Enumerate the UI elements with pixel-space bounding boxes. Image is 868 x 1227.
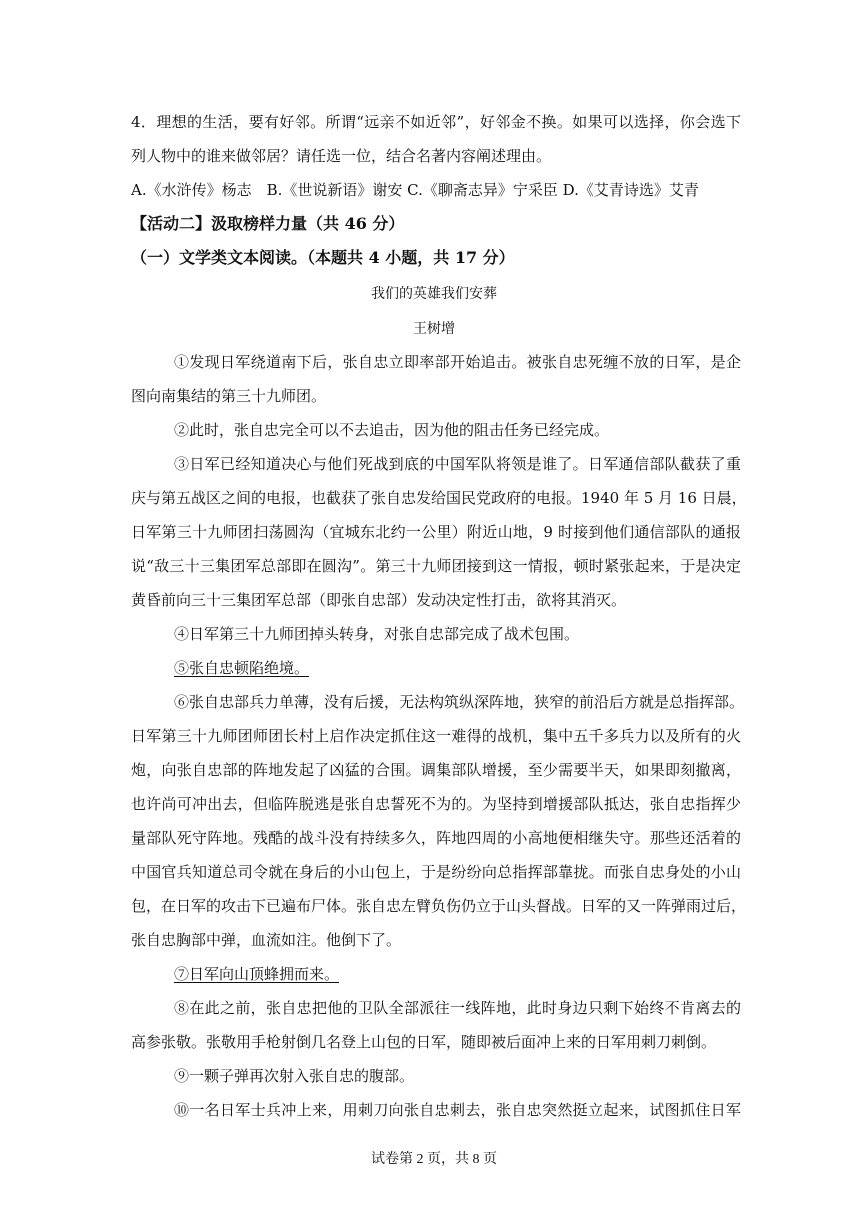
paragraph-3-line-2: 庆与第五战区之间的电报，也截获了张自忠发给国民党政府的电报。1940 年 5 月 16 日晨，	[131, 489, 747, 507]
paragraph-6-line-8: 张自忠胸部中弹，血流如注。他倒下了。	[131, 931, 402, 949]
article-author: 王树增	[413, 321, 455, 337]
paragraph-6-line-2: 日军第三十九师团师团长村上启作决定抓住这一难得的战机，集中五千多兵力以及所有的火	[131, 727, 741, 745]
paragraph-3-line-4: 说“敌三十三集团军总部即在圆沟”。第三十九师团接到这一情报，顿时紧张起来，于是决定	[131, 557, 741, 575]
paragraph-6-line-6: 中国官兵知道总司令就在身后的小山包上，于是纷纷向总指挥部靠拢。而张自忠身处的小山	[131, 863, 741, 881]
paragraph-1-line-2: 图向南集结的第三十九师团。	[131, 387, 327, 405]
article-title: 我们的英雄我们安葬	[371, 286, 497, 302]
page-footer: 试卷第 2 页，共 8 页	[371, 1152, 497, 1167]
paragraph-6-line-7: 包，在日军的攻击下已遍布尸体。张自忠左臂负伤仍立于山头督战。日军的又一阵弹雨过后，	[131, 897, 747, 915]
paragraph-6-line-1: ⑥张自忠部兵力单薄，没有后援，无法构筑纵深阵地，狭窄的前沿后方就是总指挥部。	[174, 693, 745, 711]
question4-line2: 列人物中的谁来做邻居？请任选一位，结合名著内容阐述理由。	[131, 147, 552, 165]
paragraph-10-line-1: ⑩一名日军士兵冲上来，用刺刀向张自忠刺去，张自忠突然挺立起来，试图抓住日军	[174, 1101, 741, 1119]
paragraph-6-line-5: 量部队死守阵地。残酷的战斗没有持续多久，阵地四周的小高地便相继失守。那些还活着的	[131, 829, 741, 847]
paragraph-1-line-1: ①发现日军绕道南下后，张自忠立即率部开始追击。被张自忠死缠不放的日军，是企	[174, 353, 741, 371]
paragraph-6-line-3: 炮，向张自忠部的阵地发起了凶猛的合围。调集部队增援，至少需要半天，如果即刻撤离，	[131, 761, 741, 779]
question4-options: A.《水浒传》杨志 B.《世说新语》谢安 C.《聊斋志异》宁采臣 D.《艾青诗选》艾青	[131, 181, 699, 199]
paragraph-5-underlined: ⑤张自忠顿陷绝境。	[174, 659, 310, 677]
question4-line1: 4．理想的生活，要有好邻。所谓“远亲不如近邻”，好邻金不换。如果可以选择，你会选下	[131, 113, 741, 131]
paragraph-3-line-5: 黄昏前向三十三集团军总部（即张自忠部）发动决定性打击，欲将其消灭。	[131, 591, 627, 609]
paragraph-4: ④日军第三十九师团掉头转身，对张自忠部完成了战术包围。	[174, 625, 580, 643]
paragraph-5	[174, 658, 784, 678]
paragraph-8-line-1: ⑧在此之前，张自忠把他的卫队全部派往一线阵地，此时身边只剩下始终不肯离去的	[174, 999, 741, 1017]
paragraph-2: ②此时，张自忠完全可以不去追击，因为他的阻击任务已经完成。	[174, 421, 610, 439]
activity2-heading: 【活动二】汲取榜样力量（共 46 分）	[131, 214, 405, 233]
paragraph-7-underlined: ⑦日军向山顶蜂拥而来。	[174, 965, 340, 983]
paragraph-3-line-1: ③日军已经知道决心与他们死战到底的中国军队将领是谁了。日军通信部队截获了重	[174, 455, 741, 473]
paragraph-3-line-3: 日军第三十九师团扫荡圆沟（宜城东北约一公里）附近山地，9 时接到他们通信部队的通报	[131, 523, 741, 541]
paragraph-9: ⑨一颗子弹再次射入张自忠的腹部。	[174, 1067, 415, 1085]
paragraph-7	[174, 964, 784, 984]
paragraph-6-line-4: 也许尚可冲出去，但临阵脱逃是张自忠誓死不为的。为坚持到增援部队抵达，张自忠指挥少	[131, 795, 741, 813]
section1-heading: （一）文学类文本阅读。（本题共 4 小题，共 17 分）	[131, 248, 515, 267]
paragraph-8-line-2: 高参张敬。张敬用手枪射倒几名登上山包的日军，随即被后面冲上来的日军用刺刀刺倒。	[131, 1033, 717, 1051]
